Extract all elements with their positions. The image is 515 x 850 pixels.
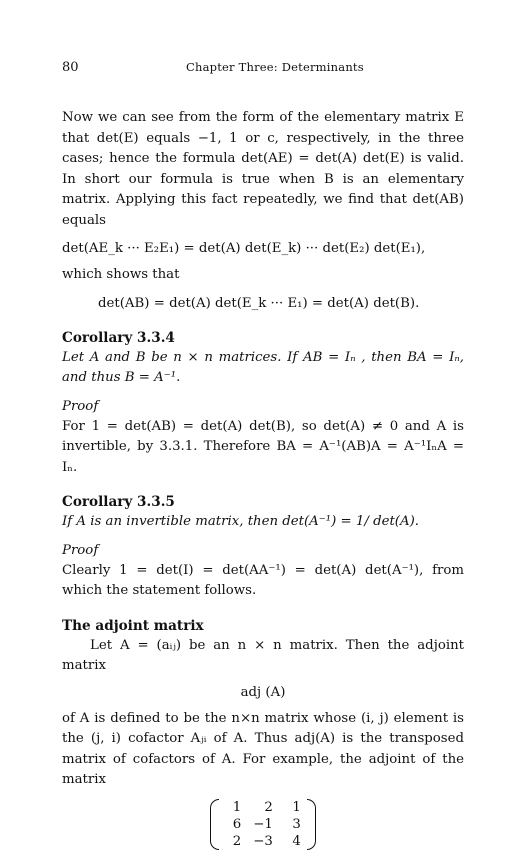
corollary-3-3-4-statement: Let A and B be n × n matrices. If AB = Iₙ , then BA = Iₙ, and thus B = A⁻¹. xyxy=(62,349,464,385)
matrix-row xyxy=(219,799,307,816)
corollary-3-3-5-proof-label: Proof xyxy=(62,542,99,558)
adjoint-intro: Let A = (aᵢⱼ) be an n × n matrix. Then the adjoint matrix xyxy=(62,637,464,673)
adjoint-definition: of A is defined to be the n×n matrix whose (i, j) element is the (j, i) cofactor Aⱼᵢ of A. Thus adj(A) is the transposed matrix of cofactors of A. For example, the adjoint of the matrix xyxy=(62,710,464,787)
adjoint-display: adj (A) xyxy=(240,684,286,700)
corollary-3-3-5-title: Corollary 3.3.5 xyxy=(62,494,175,510)
matrix-row xyxy=(219,816,307,833)
book-page xyxy=(62,60,464,850)
running-header xyxy=(62,60,464,80)
matrix-cell: −3 xyxy=(253,833,273,849)
page-number: 80 xyxy=(62,60,79,75)
matrix-table xyxy=(219,799,307,850)
corollary-3-3-5-proof: Clearly 1 = det(I) = det(AA⁻¹) = det(A) det(A⁻¹), from which the statement follows. xyxy=(62,562,464,598)
left-paren xyxy=(210,799,219,850)
section-title-adjoint: The adjoint matrix xyxy=(62,617,204,634)
matrix-cell: 2 xyxy=(232,833,242,849)
matrix-cell: 6 xyxy=(232,816,242,832)
display-equation-1: det(AE_k ··· E₂E₁) = det(A) det(E_k) ··· det(E₂) det(E₁), xyxy=(62,241,426,256)
example-matrix xyxy=(62,799,464,850)
matrix-cell: 1 xyxy=(232,799,242,815)
matrix-cell: 4 xyxy=(292,833,301,849)
matrix-row xyxy=(219,833,307,850)
matrix-cell: 1 xyxy=(292,799,301,815)
display-equation-2: det(AB) = det(A) det(E_k ··· E₁) = det(A) det(B). xyxy=(98,295,420,311)
corollary-3-3-4-proof-label: Proof xyxy=(62,398,99,414)
chapter-title: Chapter Three: Determinants xyxy=(186,60,364,74)
paragraph-which-shows: which shows that xyxy=(62,267,180,282)
corollary-3-3-4-title: Corollary 3.3.4 xyxy=(62,329,175,346)
matrix-cell: −1 xyxy=(253,816,273,832)
paragraph-elementary-matrix: Now we can see from the form of the elementary matrix E that det(E) equals −1, 1 or c, respectively, in the three cases; hence the formula det(AE) = det(A) det(E) is valid. In short our formula is true when B is an elementary matrix. Applying this fact repeatedly, we find that det(AB) equals xyxy=(62,110,464,228)
matrix-cell: 3 xyxy=(292,816,301,832)
corollary-3-3-4-proof: For 1 = det(AB) = det(A) det(B), so det(A) ≠ 0 and A is invertible, by 3.3.1. Therefore BA = A⁻¹(AB)A = A⁻¹IₙA = Iₙ. xyxy=(62,418,464,475)
corollary-3-3-5-statement: If A is an invertible matrix, then det(A⁻¹) = 1/ det(A). xyxy=(62,514,420,529)
right-paren xyxy=(307,799,316,850)
matrix-cell: 2 xyxy=(264,799,273,815)
